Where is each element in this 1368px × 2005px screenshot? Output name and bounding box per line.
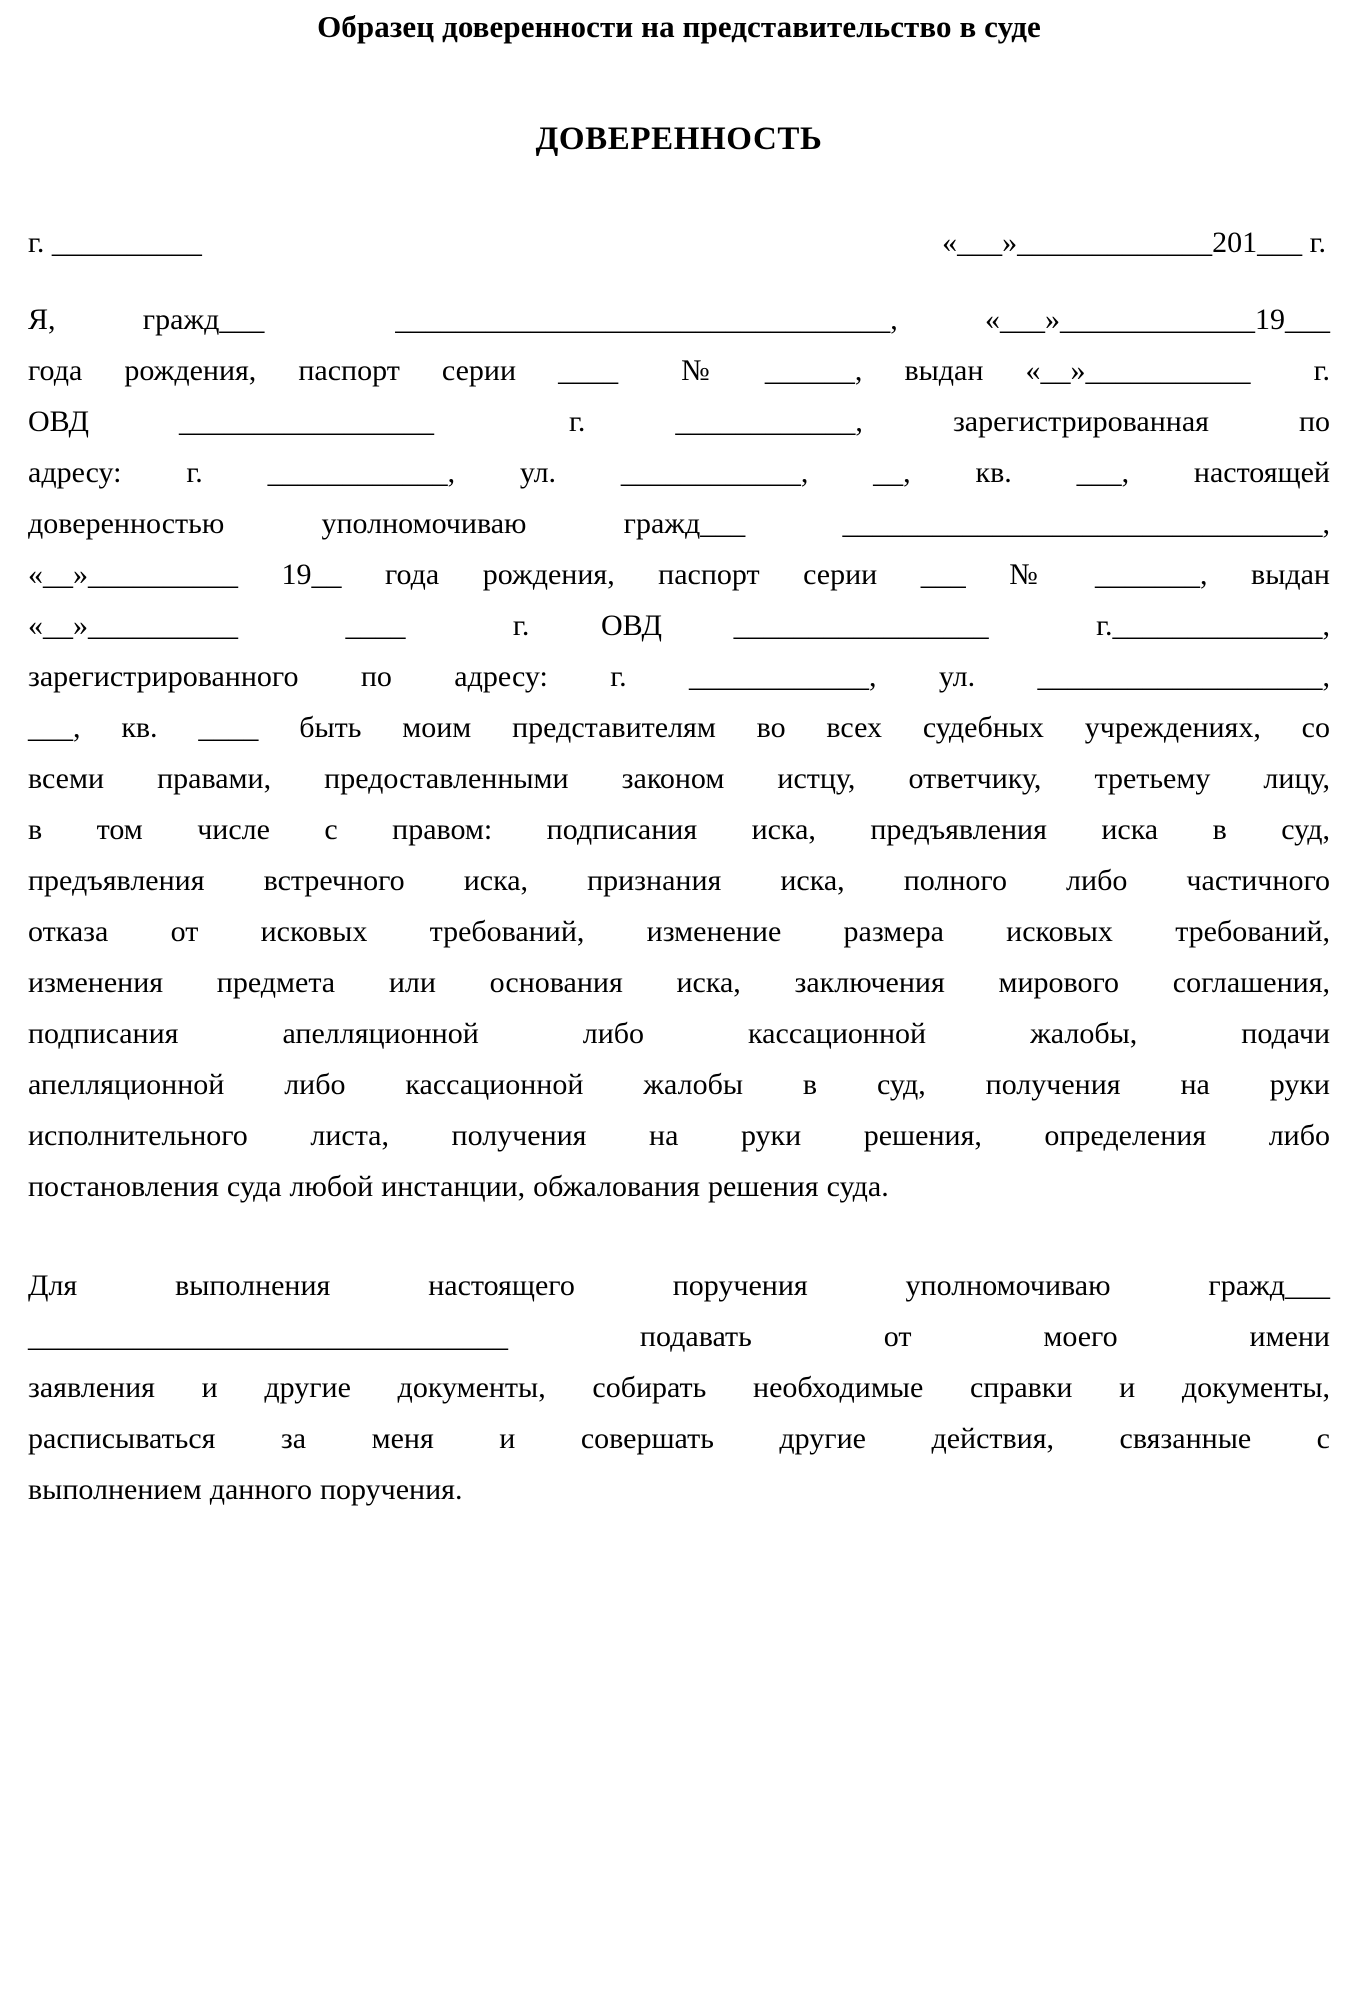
paragraph-line: постановления суда любой инстанции, обжалования решения суда. <box>28 1169 889 1203</box>
date-row <box>28 158 1330 258</box>
paragraph-line: «__»__________ 19__ года рождения, паспорт серии ___ № _______, выдан <box>28 557 1330 591</box>
paragraph-line: апелляционной либо кассационной жалобы в суд, получения на руки <box>28 1067 1330 1101</box>
paragraph-line: в том числе с правом: подписания иска, предъявления иска в суд, <box>28 812 1330 846</box>
paragraph-line: расписываться за меня и совершать другие действия, связанные с <box>28 1421 1330 1455</box>
paragraph-line: отказа от исковых требований, изменение размера исковых требований, <box>28 914 1330 948</box>
paragraph-line: ___, кв. ____ быть моим представителям во всех судебных учреждениях, со <box>28 710 1330 744</box>
paragraph-line: года рождения, паспорт серии ____ № ______, выдан «__»___________ г. <box>28 353 1330 387</box>
paragraph-line: «__»__________ ____ г. ОВД _________________ г.______________, <box>28 608 1330 642</box>
paragraph-line: доверенностью уполномочиваю гражд___ ________________________________, <box>28 506 1330 540</box>
paragraph-execution-authority <box>28 1260 1330 1515</box>
document-body <box>28 258 1330 1515</box>
city-field: г. __________ <box>28 225 202 259</box>
document-heading: ДОВЕРЕННОСТЬ <box>535 120 823 157</box>
paragraph-line: исполнительного листа, получения на руки решения, определения либо <box>28 1118 1330 1152</box>
paragraph-line: Для выполнения настоящего поручения уполномочиваю гражд___ <box>28 1268 1330 1302</box>
paragraph-line: подписания апелляционной либо кассационной жалобы, подачи <box>28 1016 1330 1050</box>
paragraph-line: адресу: г. ____________, ул. ____________, __, кв. ___, настоящей <box>28 455 1330 489</box>
paragraph-line: ________________________________ подавать от моего имени <box>28 1319 1330 1353</box>
paragraph-line: выполнением данного поручения. <box>28 1472 463 1506</box>
paragraph-line: ОВД _________________ г. ____________, зарегистрированная по <box>28 404 1330 438</box>
paragraph-line: заявления и другие документы, собирать необходимые справки и документы, <box>28 1370 1330 1404</box>
page-title: Образец доверенности на представительство в суде <box>317 9 1041 44</box>
date-field: «___»_____________201___ г. <box>942 225 1326 259</box>
paragraph-line: зарегистрированного по адресу: г. ____________, ул. ___________________, <box>28 659 1330 693</box>
paragraph-line: всеми правами, предоставленными законом истцу, ответчику, третьему лицу, <box>28 761 1330 795</box>
paragraph-principal-and-attorney <box>28 294 1330 1212</box>
paragraph-line: предъявления встречного иска, признания иска, полного либо частичного <box>28 863 1330 897</box>
paragraph-line: Я, гражд___ _________________________________, «___»_____________19___ <box>28 302 1330 336</box>
paragraph-line: изменения предмета или основания иска, заключения мирового соглашения, <box>28 965 1330 999</box>
